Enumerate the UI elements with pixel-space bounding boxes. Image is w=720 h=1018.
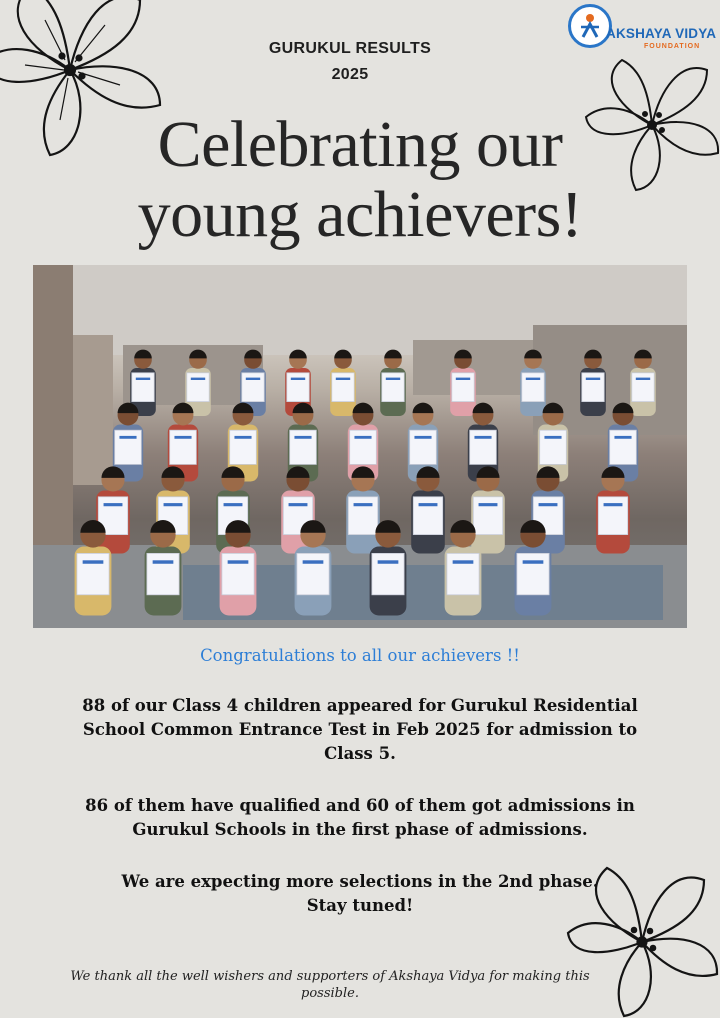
headline-line-2: young achievers! xyxy=(137,178,583,251)
headline-line-1: Celebrating our xyxy=(157,108,563,181)
child-figure xyxy=(380,350,406,416)
logo-subtitle: FOUNDATION xyxy=(644,43,701,50)
results-paragraph-3 xyxy=(60,870,660,918)
congratulations-text: Congratulations to all our achievers !! xyxy=(200,646,520,665)
child-figure xyxy=(330,350,356,416)
expectation-line: We are expecting more selections in the 2nd phase. xyxy=(121,872,599,891)
results-year: 2025 xyxy=(331,66,369,83)
results-paragraph-2: 86 of them have qualified and 60 of them got admissions in Gurukul Schools in the first phase of admissions. xyxy=(85,796,635,839)
results-paragraph-1: 88 of our Class 4 children appeared for Gurukul Residential School Common Entrance Test in Feb 2025 for admission to Class 5. xyxy=(82,696,638,763)
thanks-note: We thank all the well wishers and supporters of Akshaya Vidya for making this possible. xyxy=(70,969,590,1001)
page-title xyxy=(60,110,660,250)
results-heading xyxy=(230,36,470,88)
group-photo xyxy=(33,265,687,628)
results-title: GURUKUL RESULTS xyxy=(268,40,432,57)
stay-tuned-line: Stay tuned! xyxy=(306,896,414,915)
akshaya-vidya-logo xyxy=(566,2,716,56)
logo-name: AKSHAYA VIDYA xyxy=(606,26,717,41)
